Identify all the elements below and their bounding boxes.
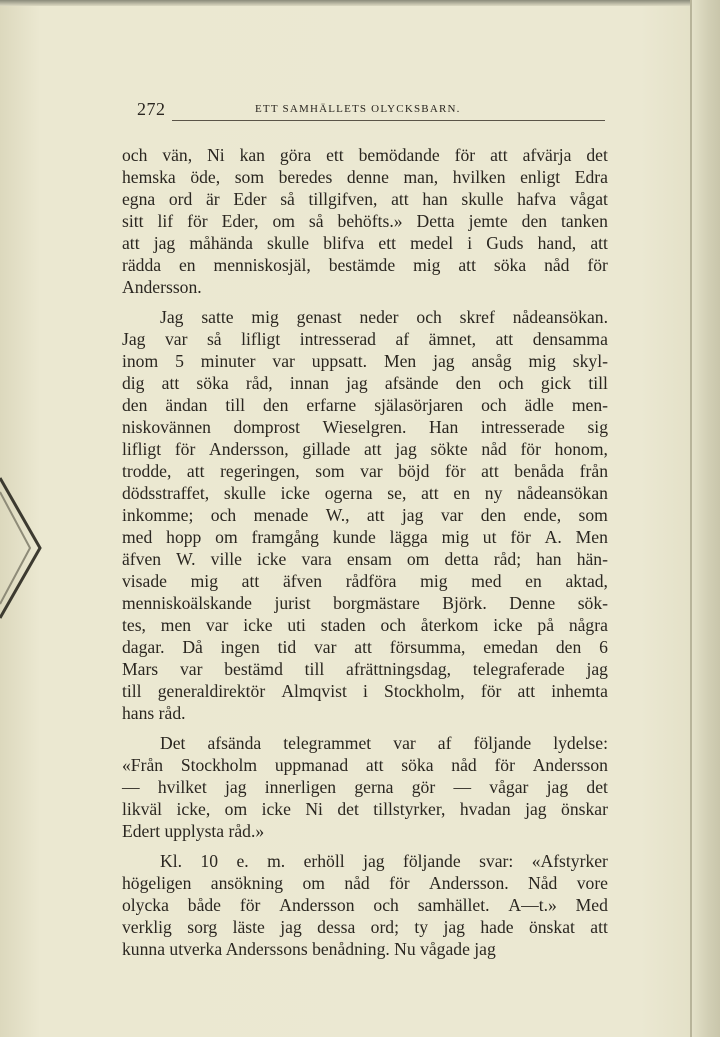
text-line: Det afsända telegrammet var af följande lydelse: (160, 733, 608, 753)
text-line: sitt lif för Eder, om så behöfts.» Detta jemte den tanken (122, 211, 608, 231)
text-line: den ändan till den erfarne själasörjaren och ädle men- (122, 395, 608, 415)
text-line: trodde, att regeringen, som var böjd för att benåda från (122, 461, 608, 481)
text-line: Edert upplysta råd.» (122, 821, 265, 841)
text-line: — hvilket jag innerligen gerna gör — vågar jag det (122, 777, 608, 797)
text-line: Kl. 10 e. m. erhöll jag följande svar: «Afstyrker (160, 851, 608, 871)
text-line: inom 5 minuter var uppsatt. Men jag ansåg mig skyl- (122, 351, 608, 371)
text-line: egna ord är Eder så tillgifven, att han skulle hafva vågat (122, 189, 608, 209)
text-line: Jag var så lifligt intresserad af ämnet, att densamma (122, 329, 608, 349)
text-line: lifligt för Andersson, gillade att jag sökte nåd för honom, (122, 439, 608, 459)
text-line: visade mig att äfven rådföra mig med en aktad, (122, 571, 608, 591)
paragraph-gap (122, 298, 608, 306)
page-header (137, 97, 605, 123)
paragraph (122, 850, 608, 960)
page-number: 272 (137, 99, 166, 119)
gutter-line (690, 0, 692, 1037)
text-line: olycka både för Andersson och samhället. A—t.» Med (122, 895, 608, 915)
text-line: högeligen ansökning om nåd för Andersson. Nåd vore (122, 873, 608, 893)
text-line: verklig sorg läste jag dessa ord; ty jag hade önskat att (122, 917, 608, 937)
book-gutter (690, 0, 720, 1037)
text-line: «Från Stockholm uppmanad att söka nåd för Andersson (122, 755, 608, 775)
text-line: dagar. Då ingen tid var att försumma, emedan den 6 (122, 637, 608, 657)
running-title: ETT SAMHÄLLETS OLYCKSBARN. (255, 103, 461, 115)
text-line: rädda en menniskosjäl, bestämde mig att söka nåd för (122, 255, 608, 275)
text-line: niskovännen domprost Wieselgren. Han intresserade sig (122, 417, 608, 437)
paragraph (122, 732, 608, 842)
paragraph-gap (122, 842, 608, 850)
text-line: Jag satte mig genast neder och skref nådeansökan. (160, 307, 608, 327)
paragraph-gap (122, 724, 608, 732)
text-line: likväl icke, om icke Ni det tillstyrker, hvadan jag önskar (122, 799, 608, 819)
text-line: dödsstraffet, skulle icke ogerna se, att en ny nådeansökan (122, 483, 608, 503)
text-line: till generaldirektör Almqvist i Stockholm, för att inhemta (122, 681, 608, 701)
text-line: Mars var bestämd till afrättningsdag, telegraferade jag (122, 659, 608, 679)
bookmark-ribbon-shape (0, 470, 60, 620)
header-rule (172, 120, 605, 121)
body-text (122, 144, 608, 960)
text-line: Andersson. (122, 277, 202, 297)
text-line: äfven W. ville icke vara ensam om detta råd; han hän- (122, 549, 608, 569)
text-line: att jag måhända skulle blifva ett medel i Guds hand, att (122, 233, 608, 253)
text-line: dig att söka råd, innan jag afsände den och gick till (122, 373, 608, 393)
text-line: och vän, Ni kan göra ett bemödande för att afvärja det (122, 145, 608, 165)
text-line: med hopp om framgång kunde lägga mig ut för A. Men (122, 527, 608, 547)
text-line: menniskoälskande jurist borgmästare Björk. Denne sök- (122, 593, 608, 613)
text-line: inkomme; och menade W., att jag var den ende, som (122, 505, 608, 525)
text-line: hemska öde, som beredes denne man, hvilken enligt Edra (122, 167, 608, 187)
text-line: kunna utverka Anderssons benådning. Nu vågade jag (122, 939, 496, 959)
text-line: hans råd. (122, 703, 186, 723)
paragraph (122, 144, 608, 298)
text-line: tes, men var icke uti staden och återkom icke på några (122, 615, 608, 635)
paragraph (122, 306, 608, 724)
page-top-edge (0, 0, 720, 6)
